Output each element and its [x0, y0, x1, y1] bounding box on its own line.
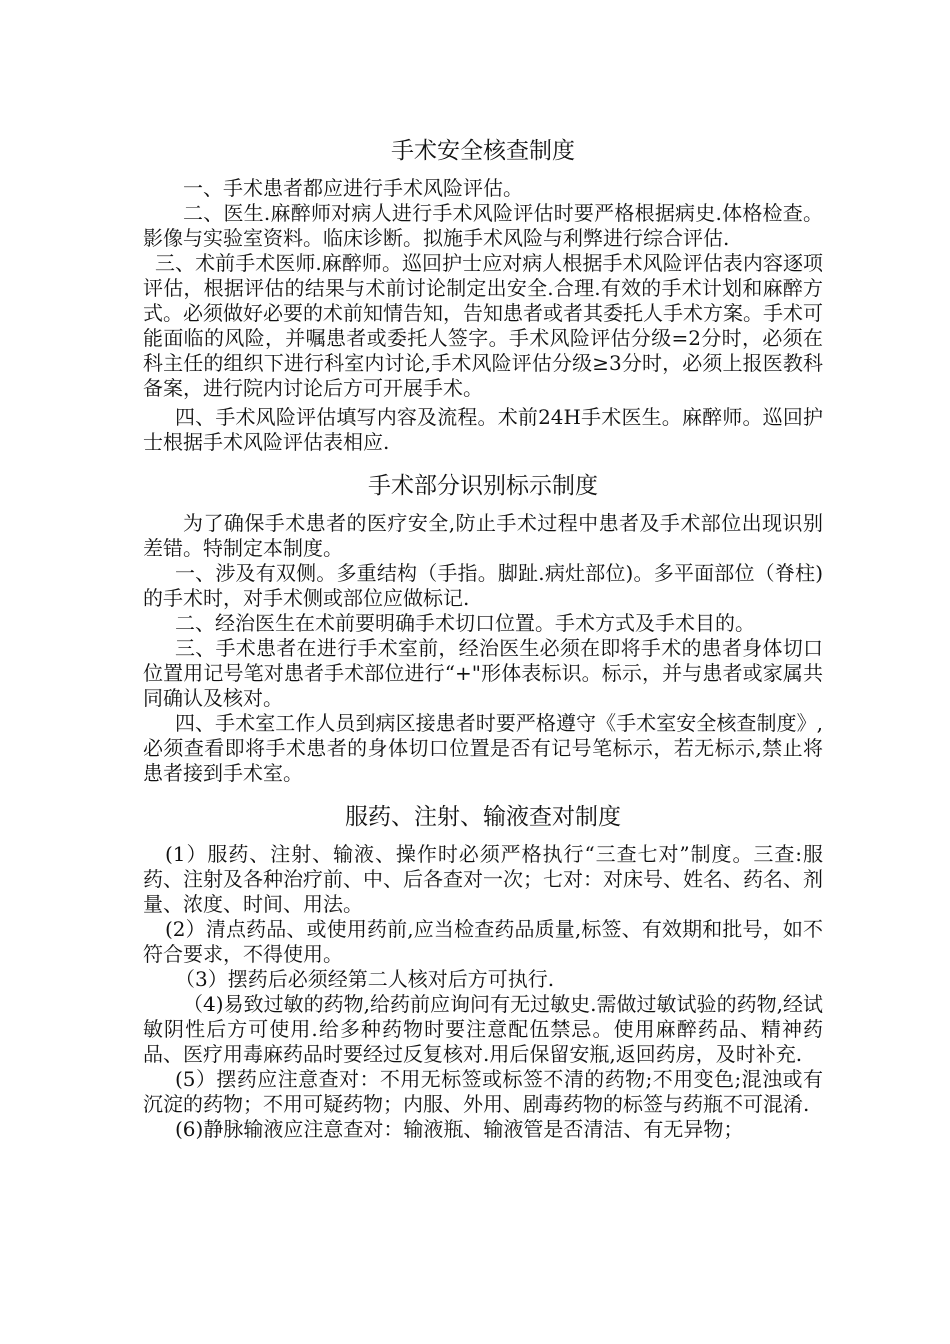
paragraph: 二、经治医生在术前要明确手术切口位置。手术方式及手术目的。	[175, 611, 755, 635]
paragraph: （4)易致过敏的药物,给药前应询问有无过敏史.需做过敏试验的药物,经试敏阴性后方可使用.给多种药物时要注意配伍禁忌。使用麻醉药品、精神药品、医疗用毒麻药品时要经过反复核对.用后保留安瓶,返回药房，及时补充.	[143, 992, 823, 1066]
paragraph: 二、医生.麻醉师对病人进行手术风险评估时要严格根据病史.体格检查。影像与实验室资料。临床诊断。拟施手术风险与利弊进行综合评估.	[143, 201, 823, 250]
paragraph: 一、涉及有双侧。多重结构（手指。脚趾.病灶部位)。多平面部位（脊柱)的手术时，对手术侧或部位应做标记.	[143, 561, 823, 610]
paragraph: 一、手术患者都应进行手术风险评估。	[183, 176, 523, 200]
document-body	[143, 130, 823, 1142]
section-title-surgery-safety: 手术安全核查制度	[391, 138, 575, 164]
paragraph: 四、手术风险评估填写内容及流程。术前24H手术医生。麻醉师。巡回护士根据手术风险评估表相应.	[143, 405, 823, 454]
section-title-medication-check: 服药、注射、输液查对制度	[345, 804, 621, 830]
paragraph: (6)静脉输液应注意查对：输液瓶、输液管是否清洁、有无异物；	[175, 1117, 744, 1141]
paragraph: （3）摆药后必须经第二人核对后方可执行.	[175, 967, 555, 991]
section-title-site-marking: 手术部分识别标示制度	[368, 473, 598, 499]
paragraph: 三、术前手术医师.麻醉师。巡回护士应对病人根据手术风险评估表内容逐项评估，根据评估的结果与术前讨论制定出安全.合理.有效的手术计划和麻醉方式。必须做好必要的术前知情告知，告知患者或者其委托人手术方案。手术可能面临的风险，并嘱患者或委托人签字。手术风险评估分级=2分时，必须在科主任的组织下进行科室内讨论,手术风险评估分级≥3分时，必须上报医教科备案，进行院内讨论后方可开展手术。	[143, 251, 823, 400]
paragraph: (2）清点药品、或使用药前,应当检查药品质量,标签、有效期和批号，如不符合要求，不得使用。	[143, 917, 823, 966]
paragraph: 四、手术室工作人员到病区接患者时要严格遵守《手术室安全核查制度》,必须查看即将手术患者的身体切口位置是否有记号笔标示，若无标示,禁止将患者接到手术室。	[143, 711, 823, 785]
paragraph: 为了确保手术患者的医疗安全,防止手术过程中患者及手术部位出现识别差错。特制定本制度。	[143, 511, 823, 560]
paragraph: 三、手术患者在进行手术室前，经治医生必须在即将手术的患者身体切口位置用记号笔对患者手术部位进行“+"形体表标识。标示，并与患者或家属共同确认及核对。	[143, 636, 823, 710]
paragraph: (5）摆药应注意查对：不用无标签或标签不清的药物;不用变色;混浊或有沉淀的药物；不用可疑药物；内服、外用、剧毒药物的标签与药瓶不可混淆.	[143, 1067, 823, 1116]
paragraph: (1）服药、注射、输液、操作时必须严格执行“三查七对”制度。三查:服药、注射及各种治疗前、中、后各查对一次；七对：对床号、姓名、药名、剂量、浓度、时间、用法。	[143, 842, 823, 916]
